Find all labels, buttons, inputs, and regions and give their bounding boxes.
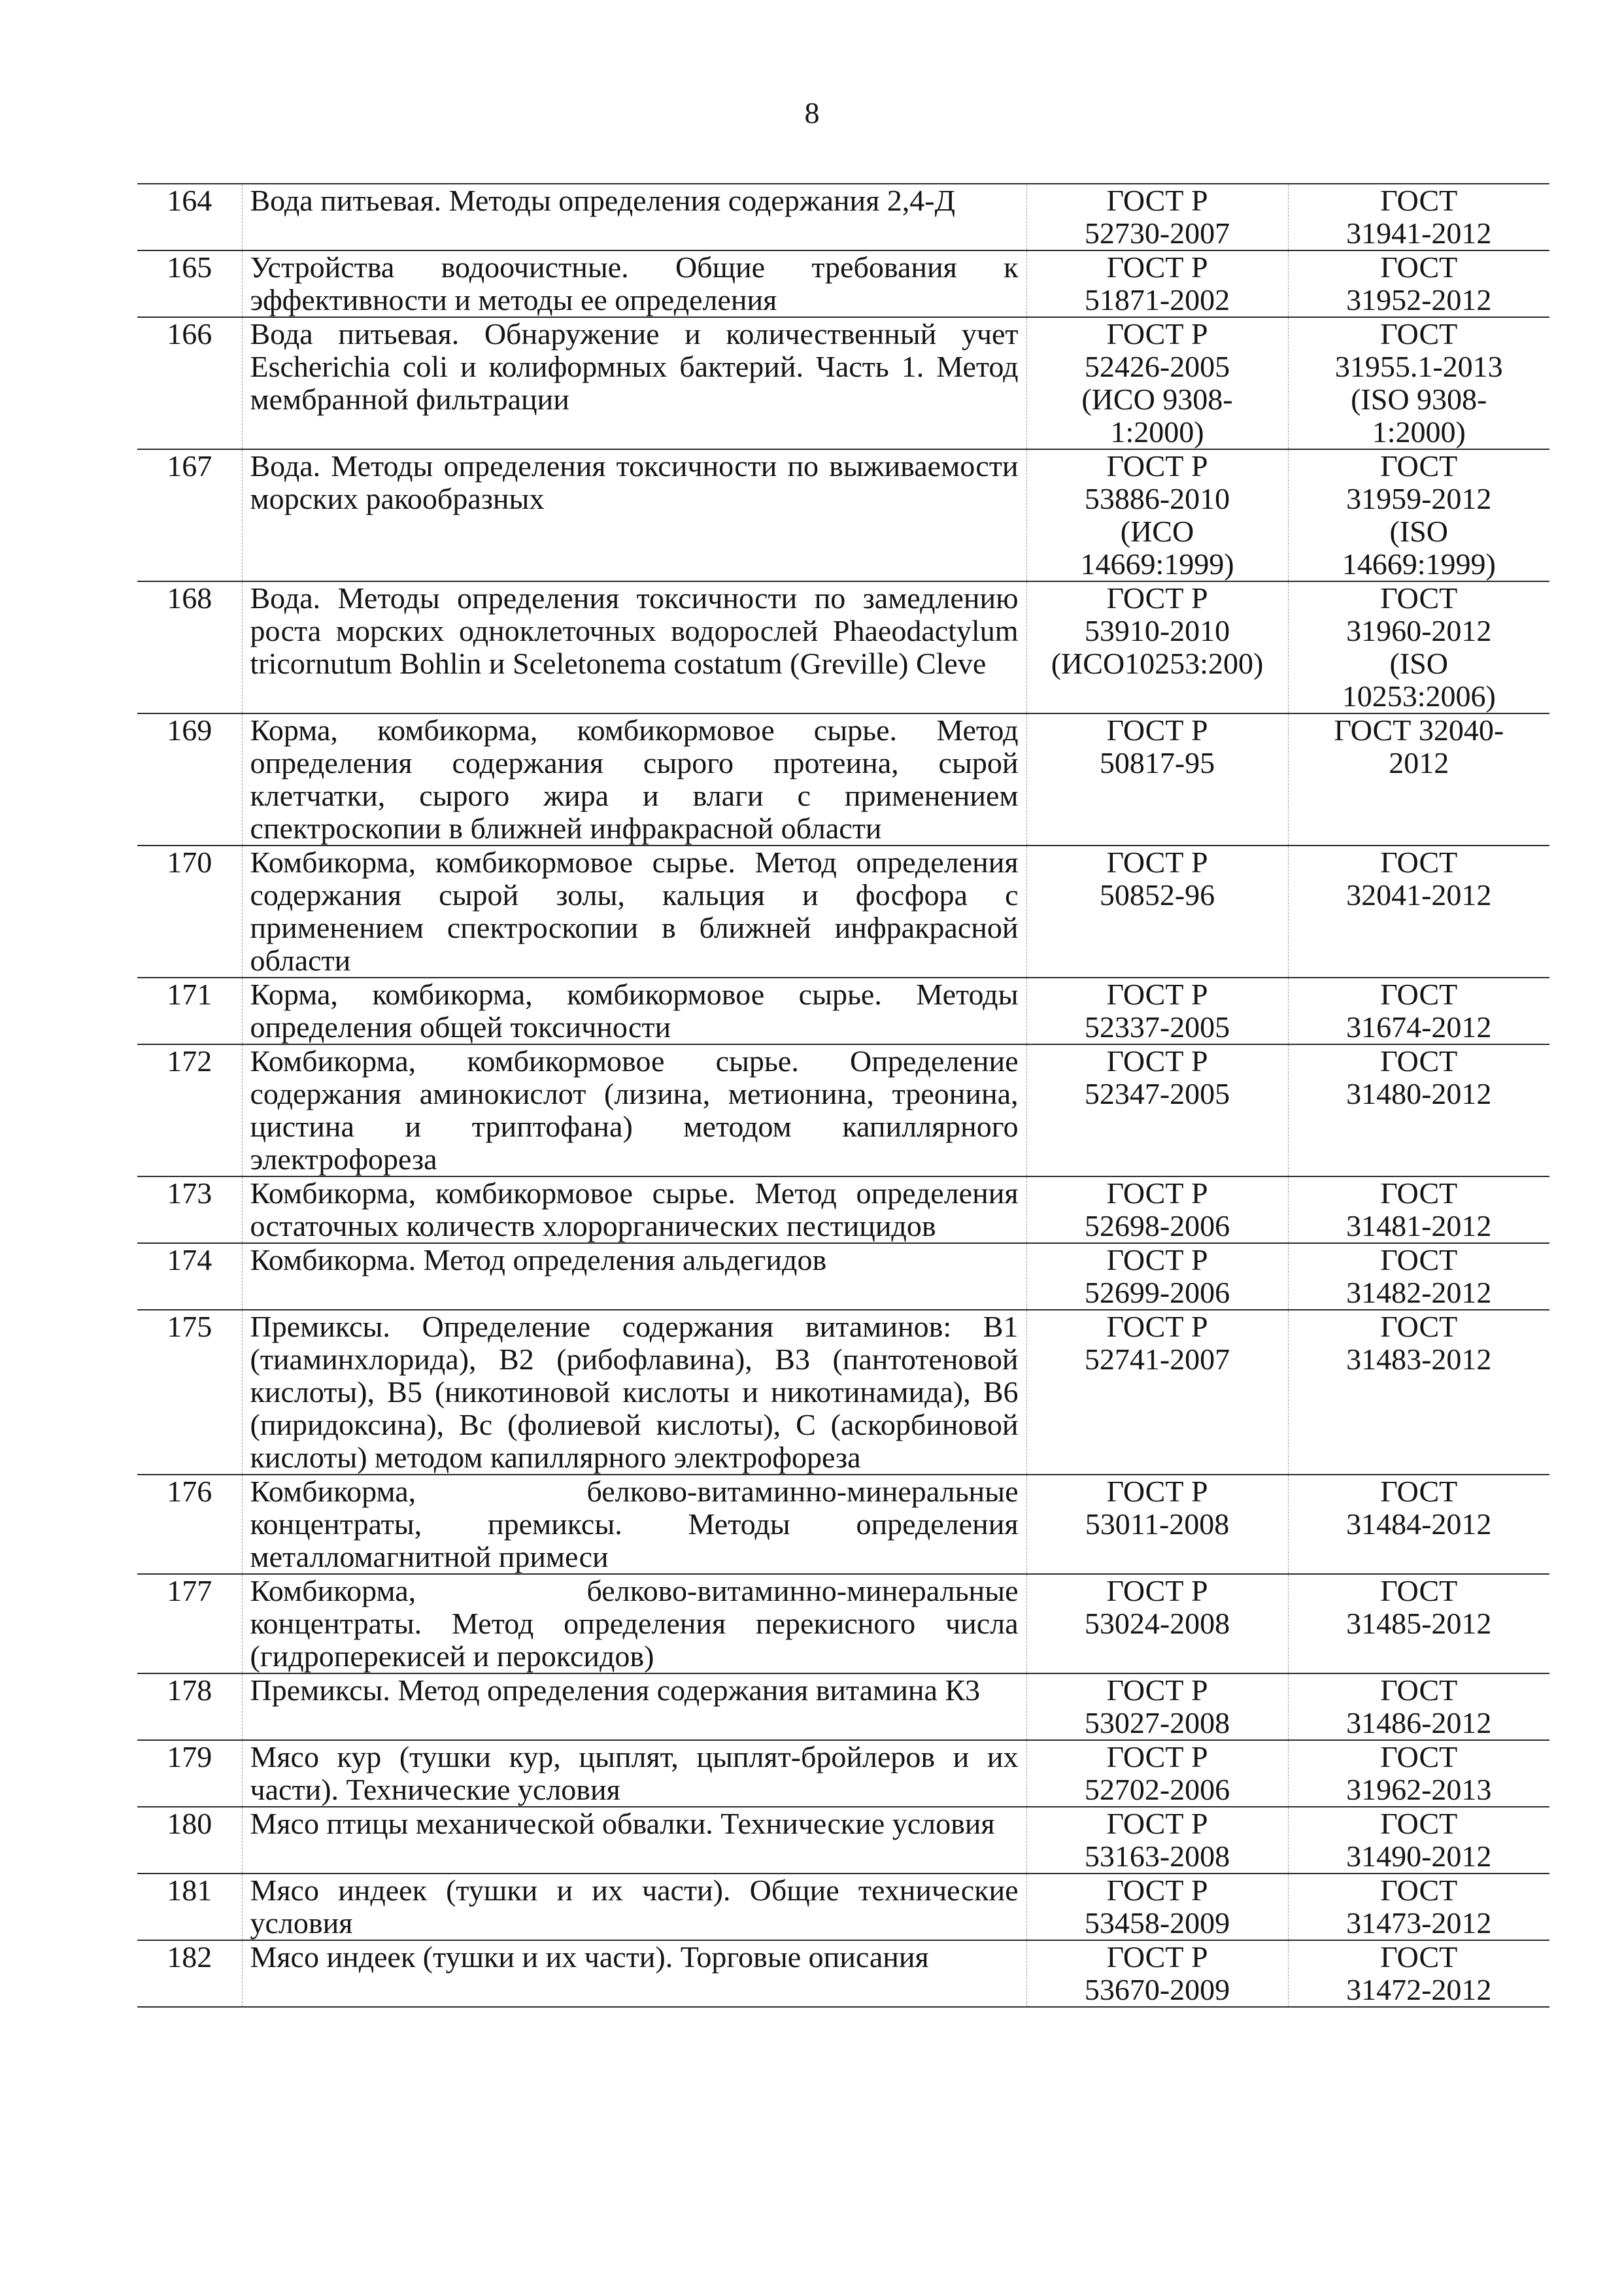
table-row [137, 1475, 1549, 1574]
gost-designation: ГОСТ 31960-2012 (ISO 10253:2006) [1288, 581, 1549, 713]
table-row [137, 250, 1549, 317]
standard-title: Устройства водоочистные. Общие требования к эффективности и методы ее определения [242, 250, 1026, 317]
gost-designation: ГОСТ 31941-2012 [1288, 184, 1549, 250]
row-number: 177 [137, 1574, 242, 1673]
row-number: 169 [137, 713, 242, 846]
gost-r-designation: ГОСТ Р 53670-2009 [1026, 1940, 1288, 2007]
row-number: 182 [137, 1940, 242, 2007]
gost-designation: ГОСТ 32041-2012 [1288, 846, 1549, 978]
gost-designation: ГОСТ 31962-2013 [1288, 1740, 1549, 1807]
table-row [137, 713, 1549, 846]
gost-designation: ГОСТ 31955.1-2013 (ISO 9308- 1:2000) [1288, 317, 1549, 449]
standard-title: Премиксы. Метод определения содержания витамина К3 [242, 1673, 1026, 1740]
gost-r-designation: ГОСТ Р 53011-2008 [1026, 1475, 1288, 1574]
page-number: 8 [804, 96, 820, 129]
gost-designation: ГОСТ 31482-2012 [1288, 1243, 1549, 1310]
table-row [137, 978, 1549, 1044]
table-row [137, 1807, 1549, 1874]
table-row [137, 1574, 1549, 1673]
table-row [137, 581, 1549, 713]
standard-title: Вода питьевая. Методы определения содержания 2,4-Д [242, 184, 1026, 250]
gost-designation: ГОСТ 31485-2012 [1288, 1574, 1549, 1673]
row-number: 170 [137, 846, 242, 978]
standard-title: Комбикорма, комбикормовое сырье. Определение содержания аминокислот (лизина, метионина, треонина, цистина и триптофана) методом капиллярного электрофореза [242, 1044, 1026, 1176]
row-number: 181 [137, 1874, 242, 1940]
table-row [137, 1243, 1549, 1310]
gost-designation: ГОСТ 31472-2012 [1288, 1940, 1549, 2007]
gost-r-designation: ГОСТ Р 53024-2008 [1026, 1574, 1288, 1673]
gost-r-designation: ГОСТ Р 50852-96 [1026, 846, 1288, 978]
gost-designation: ГОСТ 31483-2012 [1288, 1310, 1549, 1475]
standard-title: Мясо кур (тушки кур, цыплят, цыплят-бройлеров и их части). Технические условия [242, 1740, 1026, 1807]
standard-title: Мясо птицы механической обвалки. Технические условия [242, 1807, 1026, 1874]
gost-r-designation: ГОСТ Р 51871-2002 [1026, 250, 1288, 317]
standard-title: Комбикорма. Метод определения альдегидов [242, 1243, 1026, 1310]
row-number: 167 [137, 449, 242, 581]
row-number: 179 [137, 1740, 242, 1807]
row-number: 164 [137, 184, 242, 250]
gost-r-designation: ГОСТ Р 52730-2007 [1026, 184, 1288, 250]
gost-designation: ГОСТ 31480-2012 [1288, 1044, 1549, 1176]
standards-table [137, 183, 1549, 2008]
standard-title: Мясо индеек (тушки и их части). Общие технические условия [242, 1874, 1026, 1940]
standard-title: Вода. Методы определения токсичности по замедлению роста морских одноклеточных водорослей Phaeodactylum tricornutum Bohlin и Sceletonema costatum (Greville) Cleve [242, 581, 1026, 713]
row-number: 175 [137, 1310, 242, 1475]
row-number: 176 [137, 1475, 242, 1574]
table-row [137, 1740, 1549, 1807]
row-number: 178 [137, 1673, 242, 1740]
gost-r-designation: ГОСТ Р 52741-2007 [1026, 1310, 1288, 1475]
gost-designation: ГОСТ 31481-2012 [1288, 1176, 1549, 1243]
standards-table-body [137, 184, 1549, 2007]
row-number: 173 [137, 1176, 242, 1243]
table-row [137, 1673, 1549, 1740]
standard-title: Корма, комбикорма, комбикормовое сырье. Метод определения содержания сырого протеина, сырой клетчатки, сырого жира и влаги с применением спектроскопии в ближней инфракрасной области [242, 713, 1026, 846]
gost-designation: ГОСТ 31484-2012 [1288, 1475, 1549, 1574]
standard-title: Комбикорма, комбикормовое сырье. Метод определения содержания сырой золы, кальция и фосфора с применением спектроскопии в ближней инфракрасной области [242, 846, 1026, 978]
table-row [137, 846, 1549, 978]
gost-designation: ГОСТ 31952-2012 [1288, 250, 1549, 317]
gost-r-designation: ГОСТ Р 52347-2005 [1026, 1044, 1288, 1176]
table-row [137, 1940, 1549, 2007]
gost-r-designation: ГОСТ Р 52699-2006 [1026, 1243, 1288, 1310]
gost-r-designation: ГОСТ Р 53163-2008 [1026, 1807, 1288, 1874]
gost-designation: ГОСТ 31486-2012 [1288, 1673, 1549, 1740]
gost-r-designation: ГОСТ Р 53027-2008 [1026, 1673, 1288, 1740]
table-row [137, 1176, 1549, 1243]
row-number: 171 [137, 978, 242, 1044]
table-row [137, 317, 1549, 449]
gost-designation: ГОСТ 31490-2012 [1288, 1807, 1549, 1874]
gost-designation: ГОСТ 31674-2012 [1288, 978, 1549, 1044]
row-number: 172 [137, 1044, 242, 1176]
gost-designation: ГОСТ 31473-2012 [1288, 1874, 1549, 1940]
table-row [137, 449, 1549, 581]
standard-title: Комбикорма, белково-витаминно-минеральные концентраты, премиксы. Методы определения металломагнитной примеси [242, 1475, 1026, 1574]
standard-title: Вода питьевая. Обнаружение и количественный учет Escherichia coli и колиформных бактерий. Часть 1. Метод мембранной фильтрации [242, 317, 1026, 449]
gost-r-designation: ГОСТ Р 53886-2010 (ИСО 14669:1999) [1026, 449, 1288, 581]
gost-designation: ГОСТ 31959-2012 (ISO 14669:1999) [1288, 449, 1549, 581]
standard-title: Вода. Методы определения токсичности по выживаемости морских ракообразных [242, 449, 1026, 581]
row-number: 174 [137, 1243, 242, 1310]
gost-r-designation: ГОСТ Р 52426-2005 (ИСО 9308- 1:2000) [1026, 317, 1288, 449]
table-row [137, 1044, 1549, 1176]
gost-r-designation: ГОСТ Р 52698-2006 [1026, 1176, 1288, 1243]
standard-title: Премиксы. Определение содержания витаминов: В1 (тиаминхлорида), В2 (рибофлавина), В3 (пантотеновой кислоты), В5 (никотиновой кислоты и никотинамида), В6 (пиридоксина), Вс (фолиевой кислоты), С (аскорбиновой кислоты) методом капиллярного электрофореза [242, 1310, 1026, 1475]
gost-r-designation: ГОСТ Р 50817-95 [1026, 713, 1288, 846]
gost-r-designation: ГОСТ Р 52702-2006 [1026, 1740, 1288, 1807]
standard-title: Комбикорма, белково-витаминно-минеральные концентраты. Метод определения перекисного числа (гидроперекисей и пероксидов) [242, 1574, 1026, 1673]
row-number: 166 [137, 317, 242, 449]
gost-designation: ГОСТ 32040- 2012 [1288, 713, 1549, 846]
row-number: 168 [137, 581, 242, 713]
standard-title: Корма, комбикорма, комбикормовое сырье. Методы определения общей токсичности [242, 978, 1026, 1044]
gost-r-designation: ГОСТ Р 53910-2010 (ИСО10253:200) [1026, 581, 1288, 713]
table-row [137, 1874, 1549, 1940]
gost-r-designation: ГОСТ Р 52337-2005 [1026, 978, 1288, 1044]
standard-title: Мясо индеек (тушки и их части). Торговые описания [242, 1940, 1026, 2007]
table-row [137, 184, 1549, 250]
gost-r-designation: ГОСТ Р 53458-2009 [1026, 1874, 1288, 1940]
row-number: 165 [137, 250, 242, 317]
standard-title: Комбикорма, комбикормовое сырье. Метод определения остаточных количеств хлорорганических пестицидов [242, 1176, 1026, 1243]
table-row [137, 1310, 1549, 1475]
row-number: 180 [137, 1807, 242, 1874]
